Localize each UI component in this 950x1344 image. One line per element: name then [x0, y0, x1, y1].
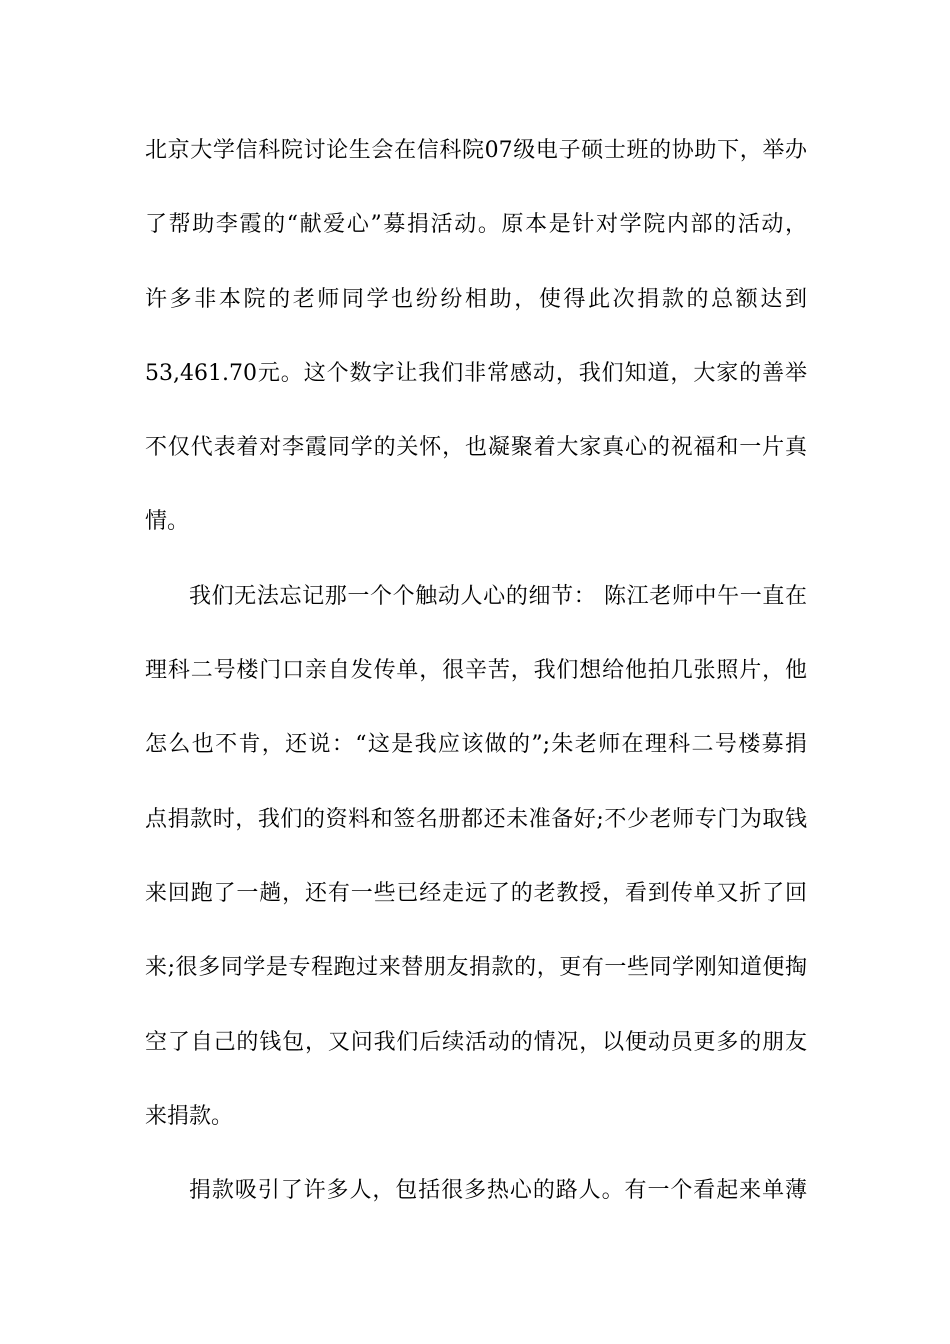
text-line: 不仅代表着对李霞同学的关怀，也凝聚着大家真心的祝福和一片真 — [145, 435, 807, 461]
text-line: 空了自己的钱包，又问我们后续活动的情况，以便动员更多的朋友 — [145, 1029, 807, 1055]
text-line: 点捐款时，我们的资料和签名册都还未准备好;不少老师专门为取钱 — [145, 806, 807, 832]
text-line: 北京大学信科院讨论生会在信科院07级电子硕士班的协助下，举办 — [145, 138, 807, 163]
text-line: 情。 — [145, 509, 190, 535]
text-line: 我们无法忘记那一个个触动人心的细节： 陈江老师中午一直在 — [189, 583, 807, 609]
text-line: 理科二号楼门口亲自发传单，很辛苦，我们想给他拍几张照片，他 — [145, 658, 807, 684]
text-line: 怎么也不肯，还说：“这是我应该做的”;朱老师在理科二号楼募捐 — [145, 732, 807, 758]
text-line: 了帮助李霞的“献爱心”募捐活动。原本是针对学院内部的活动， — [145, 212, 807, 238]
text-line: 来捐款。 — [145, 1103, 234, 1129]
text-line: 捐款吸引了许多人，包括很多热心的路人。有一个看起来单薄 — [189, 1178, 807, 1204]
text-line: 53,461.70元。这个数字让我们非常感动，我们知道，大家的善举 — [145, 360, 807, 386]
text-line: 来;很多同学是专程跑过来替朋友捐款的，更有一些同学刚知道便掏 — [145, 955, 807, 981]
text-line: 许多非本院的老师同学也纷纷相助，使得此次捐款的总额达到 — [145, 286, 807, 312]
document-body — [145, 127, 807, 1241]
text-line: 来回跑了一趟，还有一些已经走远了的老教授，看到传单又折了回 — [145, 880, 807, 906]
